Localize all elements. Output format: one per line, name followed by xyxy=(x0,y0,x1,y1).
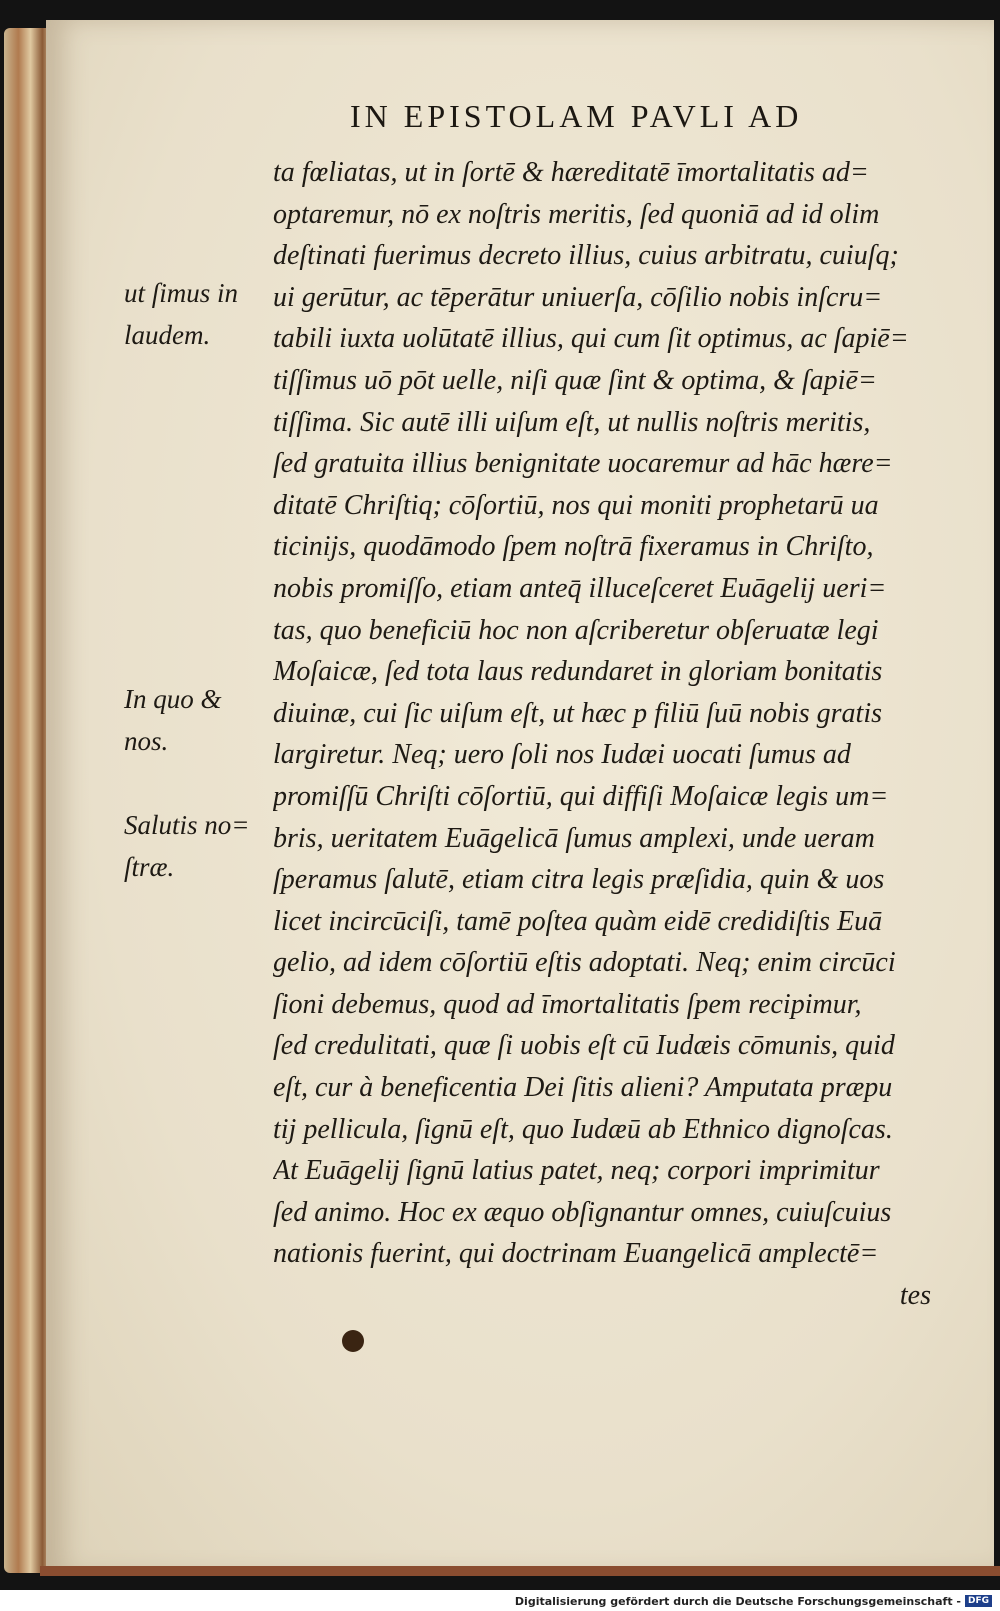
text-line: promiſſū Chriſti cōſortiū, qui diffiſi Moſaicæ legis um= xyxy=(273,780,889,812)
text-line: ui gerūtur, ac tēperātur uniuerſa, cōſilio nobis inſcru= xyxy=(273,281,883,313)
margin-note-line: ſtræ. xyxy=(124,852,175,882)
text-line: largiretur. Neq; uero ſoli nos Iudæi uocati ſumus ad xyxy=(273,739,851,771)
running-head: IN EPISTOLAM PAVLI AD xyxy=(350,98,803,134)
text-line: nationis fuerint, qui doctrinam Euangelicā amplectē= xyxy=(273,1238,879,1270)
text-line: Moſaicæ, ſed tota laus redundaret in gloriam bonitatis xyxy=(273,656,883,688)
dfg-logo-icon: DFG xyxy=(965,1595,992,1607)
text-line: tij pellicula, ſignū eſt, quo Iudæū ab Ethnico dignoſcas. xyxy=(273,1113,893,1145)
funding-text: Digitalisierung gefördert durch die Deutsche Forschungsgemeinschaft - xyxy=(514,1594,961,1608)
text-line: tabili iuxta uolūtatē illius, qui cum ſit optimus, ac ſapiē= xyxy=(273,323,909,355)
text-line: diuinæ, cui ſic uiſum eſt, ut hæc p filiū ſuū nobis gratis xyxy=(273,697,882,729)
funding-footer xyxy=(515,1593,992,1609)
margin-note-line: laudem. xyxy=(124,320,211,350)
text-line: bris, ueritatem Euāgelicā ſumus amplexi, unde ueram xyxy=(273,822,875,854)
book-fore-edge xyxy=(4,28,52,1573)
body-text xyxy=(273,152,953,1317)
text-line: ſioni debemus, quod ad īmortalitatis ſpem recipimur, xyxy=(273,988,862,1020)
catchword: tes xyxy=(899,1280,931,1312)
text-line: ticinijs, quodāmodo ſpem noſtrā fixeramus in Chriſto, xyxy=(273,531,874,563)
margin-note-line: nos. xyxy=(124,726,169,756)
text-line: nobis promiſſo, etiam anteq̄ illuceſceret Euāgelij ueri= xyxy=(273,572,887,604)
margin-note-line: Salutis no= xyxy=(124,810,250,840)
text-line: eſt, cur à beneficentia Dei ſitis alieni? Amputata præpu xyxy=(273,1072,893,1104)
page-bottom-edge xyxy=(40,1566,1000,1576)
margin-note-line: In quo & xyxy=(124,684,222,714)
text-line: optaremur, nō ex noſtris meritis, ſed quoniā ad id olim xyxy=(273,198,880,230)
text-line: ſed credulitati, quæ ſi uobis eſt cū Iudæis cōmunis, quid xyxy=(273,1030,895,1062)
ink-stain xyxy=(342,1330,364,1352)
text-line: ſed animo. Hoc ex æquo obſignantur omnes, cuiuſcuius xyxy=(273,1196,892,1228)
text-line: tas, quo beneficiū hoc non aſcriberetur obſeruatæ legi xyxy=(273,614,879,646)
margin-note-line: ut ſimus in xyxy=(124,278,239,308)
text-line: ditatē Chriſtiq; cōſortiū, nos qui moniti prophetarū ua xyxy=(273,489,879,521)
margin-note-in-quo xyxy=(124,678,222,762)
text-line: ſperamus ſalutē, etiam citra legis præſidia, quin & uos xyxy=(273,864,885,896)
margin-note-salutis xyxy=(124,804,249,888)
text-line: deſtinati fuerimus decreto illius, cuius arbitratu, cuiuſq; xyxy=(273,240,899,272)
text-line: tiſſimus uō pōt uelle, niſi quæ ſint & optima, & ſapiē= xyxy=(273,364,877,396)
text-line: ta fœliatas, ut in ſortē & hæreditatē īmortalitatis ad= xyxy=(273,157,869,188)
text-line: tiſſima. Sic autē illi uiſum eſt, ut nullis noſtris meritis, xyxy=(273,406,871,438)
text-line: licet incircūciſi, tamē poſtea quàm eidē credidiſtis Euā xyxy=(273,905,883,937)
text-line: ſed gratuita illius benignitate uocaremur ad hāc hære= xyxy=(273,448,893,480)
margin-note-ut-simus xyxy=(124,272,238,356)
text-line: At Euāgelij ſignū latius patet, neq; corpori imprimitur xyxy=(273,1155,880,1187)
text-line: gelio, ad idem cōſortiū eſtis adoptati. Neq; enim circūci xyxy=(273,947,896,979)
